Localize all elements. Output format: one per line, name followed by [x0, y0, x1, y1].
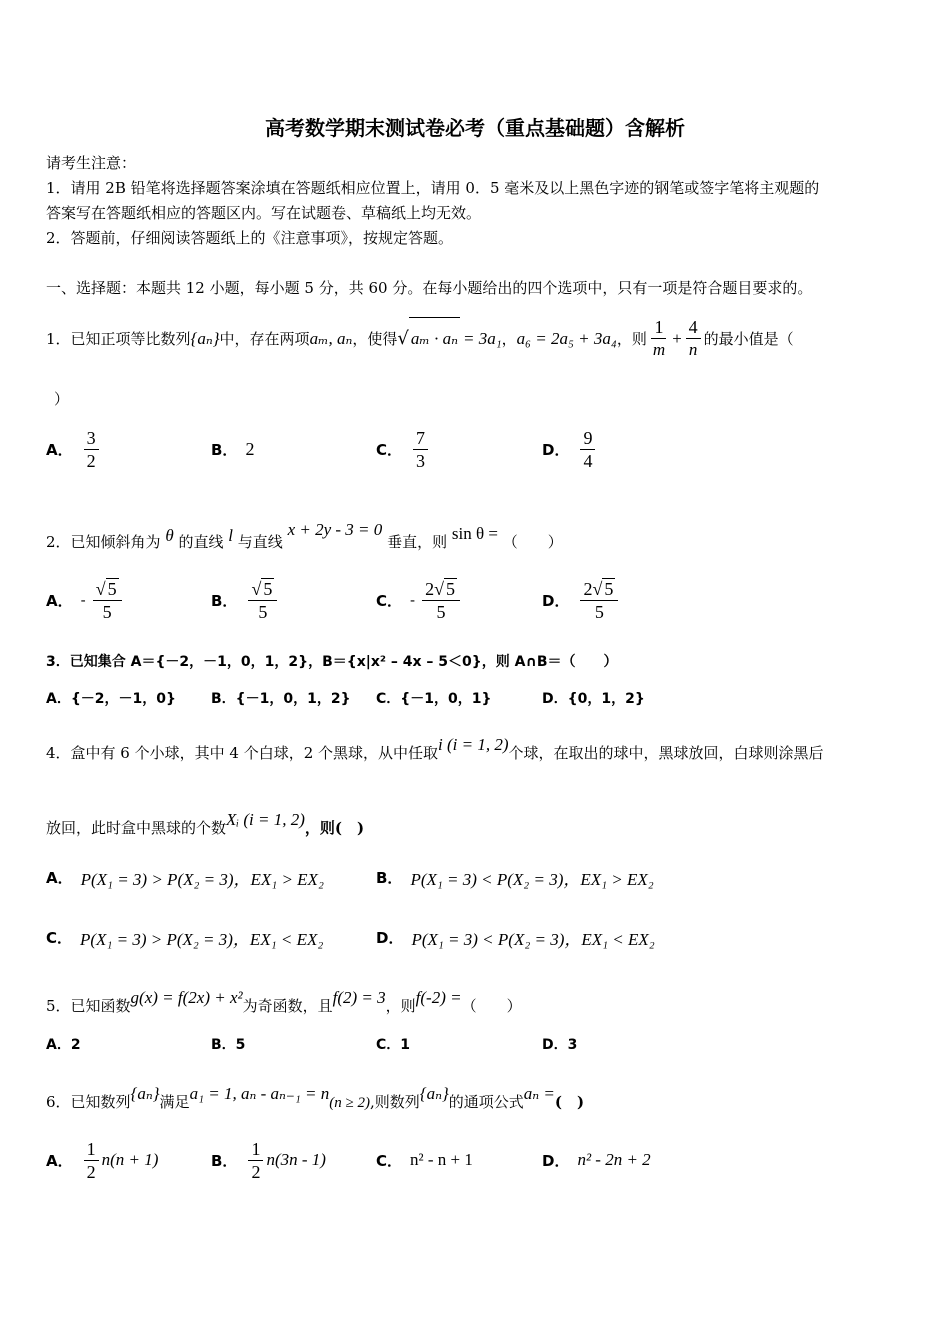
q2-option-c[interactable]: C． - $\frac{2√ 5}{5}$	[376, 572, 463, 628]
question-3: 3．已知集合 A＝{－2，－1，0，1，2}，B＝{x|x² – 4x – 5＜0}，则 A∩B＝（ ）	[46, 654, 618, 670]
q1-fraction-2: $\frac{4}{n}$	[686, 316, 701, 361]
question-4: 4．盒中有 6 个小球，其中 4 个白球，2 个黑球，从中任取i (i = 1, 2)个球，在取出的球中，黑球放回，白球则涂黑后	[46, 735, 824, 762]
q5-options	[46, 1034, 906, 1060]
notice-line-2: 答案写在答题纸相应的答题区内。写在试题卷、草稿纸上均无效。	[46, 204, 482, 222]
q5-option-a[interactable]: A．2	[46, 1037, 81, 1053]
section-heading: 一、选择题：本题共 12 小题，每小题 5 分，共 60 分。在每小题给出的四个选项中，只有一项是符合题目要求的。	[46, 279, 813, 297]
q1-option-c[interactable]: C． $\frac{7}{3}$	[376, 424, 431, 474]
q4-option-c[interactable]: C． P(X₁ = 3) > P(X₂ = 3)，EX₁ < EX₂	[46, 928, 324, 949]
q6-options	[46, 1132, 906, 1188]
q4-options-row-2	[46, 912, 906, 962]
q6-sequence-2: {aₙ}	[419, 1084, 449, 1103]
q3-option-c[interactable]: C．{－1，0，1}	[376, 691, 492, 707]
q1-text-3: ，使得	[352, 329, 398, 348]
question-4-cont: 放回，此时盒中黑球的个数Xᵢ (i = 1, 2)，则( )	[46, 810, 365, 837]
notice-line-1: 1．请用 2B 铅笔将选择题答案涂填在答题纸相应位置上，请用 0．5 毫米及以上黑色字迹的钢笔或签字笔将主观题的	[46, 179, 820, 197]
question-1: 1．已知正项等比数列 {aₙ} 中，存在两项 aₘ, aₙ ，使得 √ aₘ · aₙ = 3a₁ ， a₆ = 2a₅ + 3a₄ ，则 $\frac{1}{m}$ + $\frac{4}{n}$ 的最小值是（	[46, 317, 794, 359]
q5-option-d[interactable]: D．3	[542, 1037, 578, 1053]
q4-options-row-1	[46, 852, 906, 902]
q5-func: g(x) = f(2x) + x²	[130, 988, 243, 1007]
q3-option-b[interactable]: B．{－1，0，1，2}	[211, 691, 351, 707]
q6-option-a[interactable]: A． $\frac{1}{2}$ n(n + 1)	[46, 1138, 159, 1182]
q2-options	[46, 572, 906, 628]
q1-sequence: {aₙ}	[190, 328, 220, 348]
q6-option-b[interactable]: B． $\frac{1}{2}$ n(3n - 1)	[211, 1138, 326, 1182]
q1-cond1-rhs: = 3a₁	[462, 328, 502, 348]
q4-option-b[interactable]: B． P(X₁ = 3) < P(X₂ = 3)，EX₁ > EX₂	[376, 868, 654, 889]
q4-option-d[interactable]: D． P(X₁ = 3) < P(X₂ = 3)，EX₁ < EX₂	[376, 928, 655, 949]
q6-cond: a₁ = 1, aₙ - aₙ₋₁ = n	[189, 1084, 330, 1103]
q1-fraction-1: $\frac{1}{m}$	[652, 317, 666, 359]
q4-expr-1: i (i = 1, 2)	[438, 735, 509, 754]
q3-option-a[interactable]: A．{－2，－1，0}	[46, 691, 177, 707]
q1-text-5: 的最小值是（	[703, 329, 794, 348]
q3-options	[46, 688, 906, 712]
q5-expr: f(-2) =	[415, 988, 462, 1007]
q6-option-c[interactable]: C． n² - n + 1	[376, 1150, 473, 1170]
question-5: 5．已知函数g(x) = f(2x) + x²为奇函数，且f(2) = 3，则f(-2) =（ ）	[46, 988, 522, 1015]
q2-option-d[interactable]: D． $\frac{2√ 5}{5}$	[542, 572, 621, 628]
q1-option-a[interactable]: A． $\frac{3}{2}$	[46, 424, 102, 474]
sqrt-icon: √	[397, 327, 409, 349]
q1-option-d[interactable]: D． $\frac{9}{4}$	[542, 424, 598, 474]
q2-option-a[interactable]: A． - $\frac{√ 5}{5}$	[46, 572, 125, 628]
q2-theta: θ	[165, 526, 174, 545]
q1-terms: aₘ, aₙ	[309, 328, 353, 348]
q2-line-l: l	[228, 526, 233, 545]
q1-option-b[interactable]: B． 2	[211, 438, 255, 459]
q5-option-c[interactable]: C．1	[376, 1037, 411, 1053]
notice-heading: 请考生注意：	[46, 154, 137, 172]
q5-option-b[interactable]: B．5	[211, 1037, 246, 1053]
q1-options	[46, 424, 906, 474]
q1-text-4: ，则	[616, 329, 647, 348]
q1-text-1: 1．已知正项等比数列	[46, 329, 191, 348]
page-title: 高考数学期末测试卷必考（重点基础题）含解析	[265, 116, 685, 140]
q1-close-paren: ）	[54, 390, 70, 408]
q6-sequence: {aₙ}	[130, 1084, 160, 1103]
q3-option-d[interactable]: D．{0，1，2}	[542, 691, 645, 707]
q6-option-d[interactable]: D． n² - 2n + 2	[542, 1150, 651, 1170]
question-6: 6．已知数列{aₙ}满足a₁ = 1, aₙ - aₙ₋₁ = n(n ≥ 2),则数列{aₙ}的通项公式aₙ =( )	[46, 1084, 585, 1111]
q1-text-2: 中，存在两项	[219, 329, 310, 348]
q1-cond2: a₆ = 2a₅ + 3a₄	[516, 328, 617, 348]
q4-option-a[interactable]: A． P(X₁ = 3) > P(X₂ = 3)，EX₁ > EX₂	[46, 868, 324, 889]
q4-expr-2: Xᵢ (i = 1, 2)	[226, 810, 305, 829]
q2-line-eq: x + 2y - 3 = 0	[287, 520, 383, 539]
q6-cond-2: (n ≥ 2)	[329, 1095, 370, 1111]
q5-cond: f(2) = 3	[332, 988, 386, 1007]
question-2: 2．已知倾斜角为 θ 的直线 l 与直线 x + 2y - 3 = 0 垂直，则 sin θ = （ ）	[46, 520, 563, 551]
q1-cond1-radicand: aₘ · aₙ	[409, 317, 460, 360]
q2-option-b[interactable]: B． $\frac{√ 5}{5}$	[211, 572, 280, 628]
q6-expr: aₙ =	[523, 1084, 555, 1103]
q2-expr: sin θ =	[451, 524, 498, 543]
notice-line-3: 2．答题前，仔细阅读答题纸上的《注意事项》，按规定答题。	[46, 229, 454, 247]
